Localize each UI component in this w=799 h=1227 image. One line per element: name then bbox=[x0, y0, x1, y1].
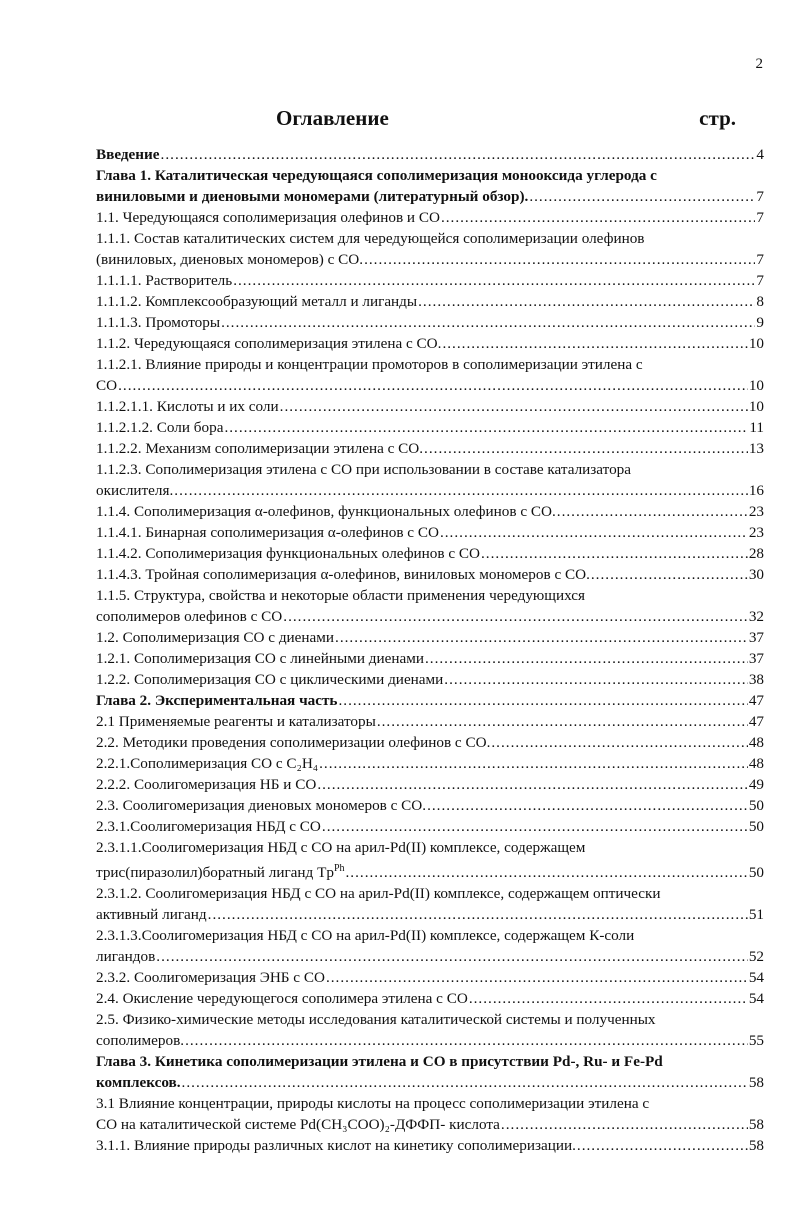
toc-entry bbox=[96, 1051, 764, 1093]
dot-leader bbox=[156, 946, 748, 967]
toc-entry-page: 13 bbox=[748, 440, 764, 457]
toc-entry-page: 54 bbox=[748, 969, 764, 987]
toc-entry bbox=[96, 816, 764, 837]
toc-entry-title: 1.1.1.1. Растворитель bbox=[96, 272, 233, 289]
dot-leader bbox=[529, 186, 755, 207]
dot-leader bbox=[591, 564, 748, 585]
dot-leader bbox=[208, 904, 748, 925]
toc-entry-title: 2.2.1.Сополимеризация СО с C₂H₄ bbox=[96, 755, 319, 772]
toc-entry bbox=[96, 396, 764, 417]
toc-entry bbox=[96, 925, 764, 967]
toc-entry-page: 10 bbox=[748, 377, 764, 394]
dot-leader bbox=[441, 207, 755, 228]
toc-entry-title: 2.2. Методики проведения сополимеризации олефинов с СО. bbox=[96, 734, 491, 751]
toc-entry-page: 58 bbox=[748, 1137, 764, 1155]
toc-entry-page: 49 bbox=[748, 776, 764, 793]
toc-entry bbox=[96, 228, 764, 270]
toc-entry bbox=[96, 753, 764, 774]
toc-entry-title: 1.1.2. Чередующаяся сополимеризация этилена с СО. bbox=[96, 335, 442, 352]
dot-leader bbox=[161, 144, 756, 165]
toc-entry-title: лигандов bbox=[96, 948, 156, 966]
dot-leader bbox=[377, 711, 748, 732]
toc-entry-page: 23 bbox=[748, 503, 764, 520]
toc-header bbox=[96, 106, 756, 134]
toc-entry-page: 28 bbox=[748, 545, 764, 562]
toc-entry-title: сополимеров. bbox=[96, 1032, 185, 1050]
toc-entry bbox=[96, 333, 764, 354]
toc-entry-page: 52 bbox=[748, 948, 764, 966]
toc-entry-text-line: 2.3.1.3.Соолигомеризация НБД с СО на арил-Pd(II) комплексе, содержащем К-соли bbox=[96, 927, 635, 945]
toc-entry bbox=[96, 522, 764, 543]
toc-entry bbox=[96, 795, 764, 816]
dot-leader bbox=[338, 690, 747, 711]
toc-entry-title: 1.1.2.1.2. Соли бора bbox=[96, 419, 224, 436]
page-title: Оглавление bbox=[276, 106, 389, 130]
toc-entry-page: 48 bbox=[748, 734, 764, 751]
toc-entry-title: 1.1.4.2. Сополимеризация функциональных олефинов с СО bbox=[96, 545, 480, 562]
dot-leader bbox=[424, 438, 748, 459]
toc-entry-page: 54 bbox=[748, 990, 764, 1008]
dot-leader bbox=[233, 270, 755, 291]
toc-entry bbox=[96, 312, 764, 333]
page-column-label: стр. bbox=[699, 106, 736, 130]
toc-entry bbox=[96, 967, 764, 988]
toc-entry-page: 10 bbox=[748, 335, 764, 352]
toc-entry bbox=[96, 774, 764, 795]
toc-entry-title: 2.3.1.Соолигомеризация НБД с СО bbox=[96, 818, 321, 835]
toc-entry bbox=[96, 1135, 764, 1156]
toc-entry-title: 2.1 Применяемые реагенты и катализаторы bbox=[96, 713, 376, 730]
dot-leader bbox=[491, 732, 747, 753]
toc-entry-title: 2.2.2. Соолигомеризация НБ и СО bbox=[96, 776, 317, 793]
toc-entry-page: 7 bbox=[756, 209, 764, 226]
toc-entry-text-line: 1.1.5. Структура, свойства и некоторые области применения чередующихся bbox=[96, 587, 585, 604]
toc-entry-title: 2.3. Соолигомеризация диеновых мономеров с СО. bbox=[96, 797, 427, 814]
toc-entry-page: 30 bbox=[748, 566, 764, 583]
toc-entry-page: 10 bbox=[748, 398, 764, 415]
toc-entry bbox=[96, 711, 764, 732]
toc-entry bbox=[96, 883, 764, 925]
toc-entry-page: 51 bbox=[748, 906, 764, 924]
toc-entry-text-line: Глава 3. Кинетика сополимеризации этилена и СО в присутствии Pd-, Ru- и Fe-Pd bbox=[96, 1053, 663, 1071]
toc-entry-page: 50 bbox=[748, 818, 764, 835]
toc-entry-title: 1.1.4. Сополимеризация α-олефинов, функциональных олефинов с СО. bbox=[96, 503, 556, 520]
toc-entry-title: 2.3.2. Соолигомеризация ЭНБ с СО bbox=[96, 969, 325, 987]
dot-leader bbox=[364, 249, 755, 270]
toc-entry-page: 16 bbox=[748, 482, 764, 499]
toc-entry-title: Глава 2. Экспериментальная часть bbox=[96, 692, 338, 709]
toc-entry bbox=[96, 585, 764, 627]
toc-entry bbox=[96, 165, 764, 207]
toc-entry-title: СО bbox=[96, 377, 118, 394]
toc-entry-page: 11 bbox=[749, 419, 764, 436]
toc-entry-page: 4 bbox=[756, 146, 764, 163]
toc-entry-page: 58 bbox=[748, 1116, 764, 1134]
toc-entry-page: 50 bbox=[748, 864, 764, 882]
dot-leader bbox=[444, 669, 748, 690]
dot-leader bbox=[425, 648, 748, 669]
toc-entry bbox=[96, 669, 764, 690]
toc-entry-page: 47 bbox=[748, 713, 764, 730]
toc-entry-title: активный лиганд bbox=[96, 906, 207, 924]
toc-entry-text-line: Глава 1. Каталитическая чередующаяся сополимеризация монооксида углерода с bbox=[96, 167, 657, 184]
toc-entry-page: 48 bbox=[748, 755, 764, 772]
toc-entry-title: 1.2. Сополимеризация СО с диенами bbox=[96, 629, 335, 646]
toc-entry-page: 8 bbox=[756, 293, 764, 310]
table-of-contents bbox=[96, 144, 764, 1156]
dot-leader bbox=[185, 1030, 748, 1051]
toc-entry-page: 55 bbox=[748, 1032, 764, 1050]
toc-entry-text-line: 1.1.2.1. Влияние природы и концентрации промоторов в сополимеризации этилена с bbox=[96, 356, 643, 373]
dot-leader bbox=[418, 291, 755, 312]
toc-entry-title: 3.1.1. Влияние природы различных кислот на кинетику сополимеризации. bbox=[96, 1137, 576, 1155]
toc-entry-title: 2.4. Окисление чередующегося сополимера этилена с СО bbox=[96, 990, 468, 1008]
dot-leader bbox=[557, 501, 748, 522]
toc-entry bbox=[96, 564, 764, 585]
dot-leader bbox=[319, 753, 748, 774]
dot-leader bbox=[317, 774, 748, 795]
dot-leader bbox=[283, 606, 748, 627]
dot-leader bbox=[501, 1114, 748, 1135]
toc-entry-page: 23 bbox=[748, 524, 764, 541]
toc-entry-page: 50 bbox=[748, 797, 764, 814]
dot-leader bbox=[221, 312, 755, 333]
toc-entry bbox=[96, 291, 764, 312]
dot-leader bbox=[224, 417, 748, 438]
toc-entry-title: 1.2.2. Сополимеризация СО с циклическими диенами bbox=[96, 671, 444, 688]
dot-leader bbox=[335, 627, 748, 648]
toc-entry-title: 1.1.1.3. Промоторы bbox=[96, 314, 221, 331]
toc-entry-text-line: 2.3.1.1.Соолигомеризация НБД с СО на арил-Pd(II) комплексе, содержащем bbox=[96, 839, 586, 856]
toc-entry bbox=[96, 459, 764, 501]
toc-entry-title: окислителя. bbox=[96, 482, 174, 499]
dot-leader bbox=[440, 522, 748, 543]
dot-leader bbox=[322, 816, 748, 837]
toc-entry-page: 58 bbox=[748, 1074, 764, 1092]
dot-leader bbox=[280, 396, 748, 417]
toc-entry bbox=[96, 732, 764, 753]
toc-entry bbox=[96, 144, 764, 165]
toc-entry-title: виниловыми и диеновыми мономерами (литературный обзор). bbox=[96, 188, 529, 205]
toc-entry bbox=[96, 690, 764, 711]
dot-leader bbox=[442, 333, 747, 354]
toc-entry-page: 7 bbox=[756, 272, 764, 289]
toc-entry-title: 1.2.1. Сополимеризация СО с линейными диенами bbox=[96, 650, 424, 667]
toc-entry-page: 32 bbox=[748, 608, 764, 625]
dot-leader bbox=[427, 795, 748, 816]
toc-entry-title: 1.1.1.2. Комплексообразующий металл и лиганды bbox=[96, 293, 418, 310]
toc-entry bbox=[96, 354, 764, 396]
toc-entry-text-line: 1.1.2.3. Сополимеризация этилена с СО при использовании в составе катализатора bbox=[96, 461, 632, 478]
toc-entry bbox=[96, 837, 764, 883]
toc-entry bbox=[96, 417, 764, 438]
toc-entry bbox=[96, 627, 764, 648]
toc-entry bbox=[96, 207, 764, 228]
toc-entry-text-line: 1.1.1. Состав каталитических систем для чередующейся сополимеризации олефинов bbox=[96, 230, 645, 247]
toc-entry-page: 47 bbox=[748, 692, 764, 709]
toc-entry-title: 1.1.2.1.1. Кислоты и их соли bbox=[96, 398, 279, 415]
toc-entry-title: Введение bbox=[96, 146, 160, 163]
toc-entry-page: 37 bbox=[748, 650, 764, 667]
toc-entry-title: (виниловых, диеновых мономеров) с СО. bbox=[96, 251, 364, 268]
toc-entry-text-line: 2.5. Физико-химические методы исследования каталитической системы и полученных bbox=[96, 1011, 656, 1029]
toc-entry bbox=[96, 438, 764, 459]
dot-leader bbox=[469, 988, 748, 1009]
toc-entry-page: 7 bbox=[756, 251, 764, 268]
toc-entry-title: комплексов. bbox=[96, 1074, 181, 1092]
toc-entry-title: трис(пиразолил)боратный лиганд $Tp^{Ph}$ bbox=[96, 863, 345, 882]
toc-entry-page: 7 bbox=[756, 188, 764, 205]
toc-entry-title: 1.1.2.2. Механизм сополимеризации этилена с СО. bbox=[96, 440, 424, 457]
toc-entry-text-line: 2.3.1.2. Соолигомеризация НБД с СО на арил-Pd(II) комплексе, содержащем оптически bbox=[96, 885, 661, 903]
dot-leader bbox=[174, 480, 748, 501]
page-number: 2 bbox=[755, 56, 763, 72]
toc-entry bbox=[96, 270, 764, 291]
toc-entry-page: 38 bbox=[748, 671, 764, 688]
dot-leader bbox=[346, 862, 748, 883]
toc-entry-title: СО на каталитической системе Pd(CH₃COO)₂-ДФФП- кислота bbox=[96, 1116, 500, 1134]
toc-entry bbox=[96, 1093, 764, 1135]
dot-leader bbox=[326, 967, 748, 988]
dot-leader bbox=[481, 543, 748, 564]
dot-leader bbox=[182, 1072, 748, 1093]
dot-leader bbox=[577, 1135, 748, 1156]
toc-entry bbox=[96, 1009, 764, 1051]
toc-entry bbox=[96, 501, 764, 522]
toc-entry-title: сополимеров олефинов с СО bbox=[96, 608, 283, 625]
toc-entry-page: 37 bbox=[748, 629, 764, 646]
toc-entry-title: 1.1. Чередующаяся сополимеризация олефинов и СО bbox=[96, 209, 440, 226]
dot-leader bbox=[118, 375, 748, 396]
toc-entry bbox=[96, 543, 764, 564]
toc-entry-title: 1.1.4.1. Бинарная сополимеризация α-олефинов с СО bbox=[96, 524, 439, 541]
toc-entry-title: 1.1.4.3. Тройная сополимеризация α-олефинов, виниловых мономеров с СО. bbox=[96, 566, 590, 583]
toc-entry bbox=[96, 648, 764, 669]
toc-entry bbox=[96, 988, 764, 1009]
toc-entry-text-line: 3.1 Влияние концентрации, природы кислоты на процесс сополимеризации этилена с bbox=[96, 1095, 650, 1113]
toc-entry-page: 9 bbox=[756, 314, 764, 331]
